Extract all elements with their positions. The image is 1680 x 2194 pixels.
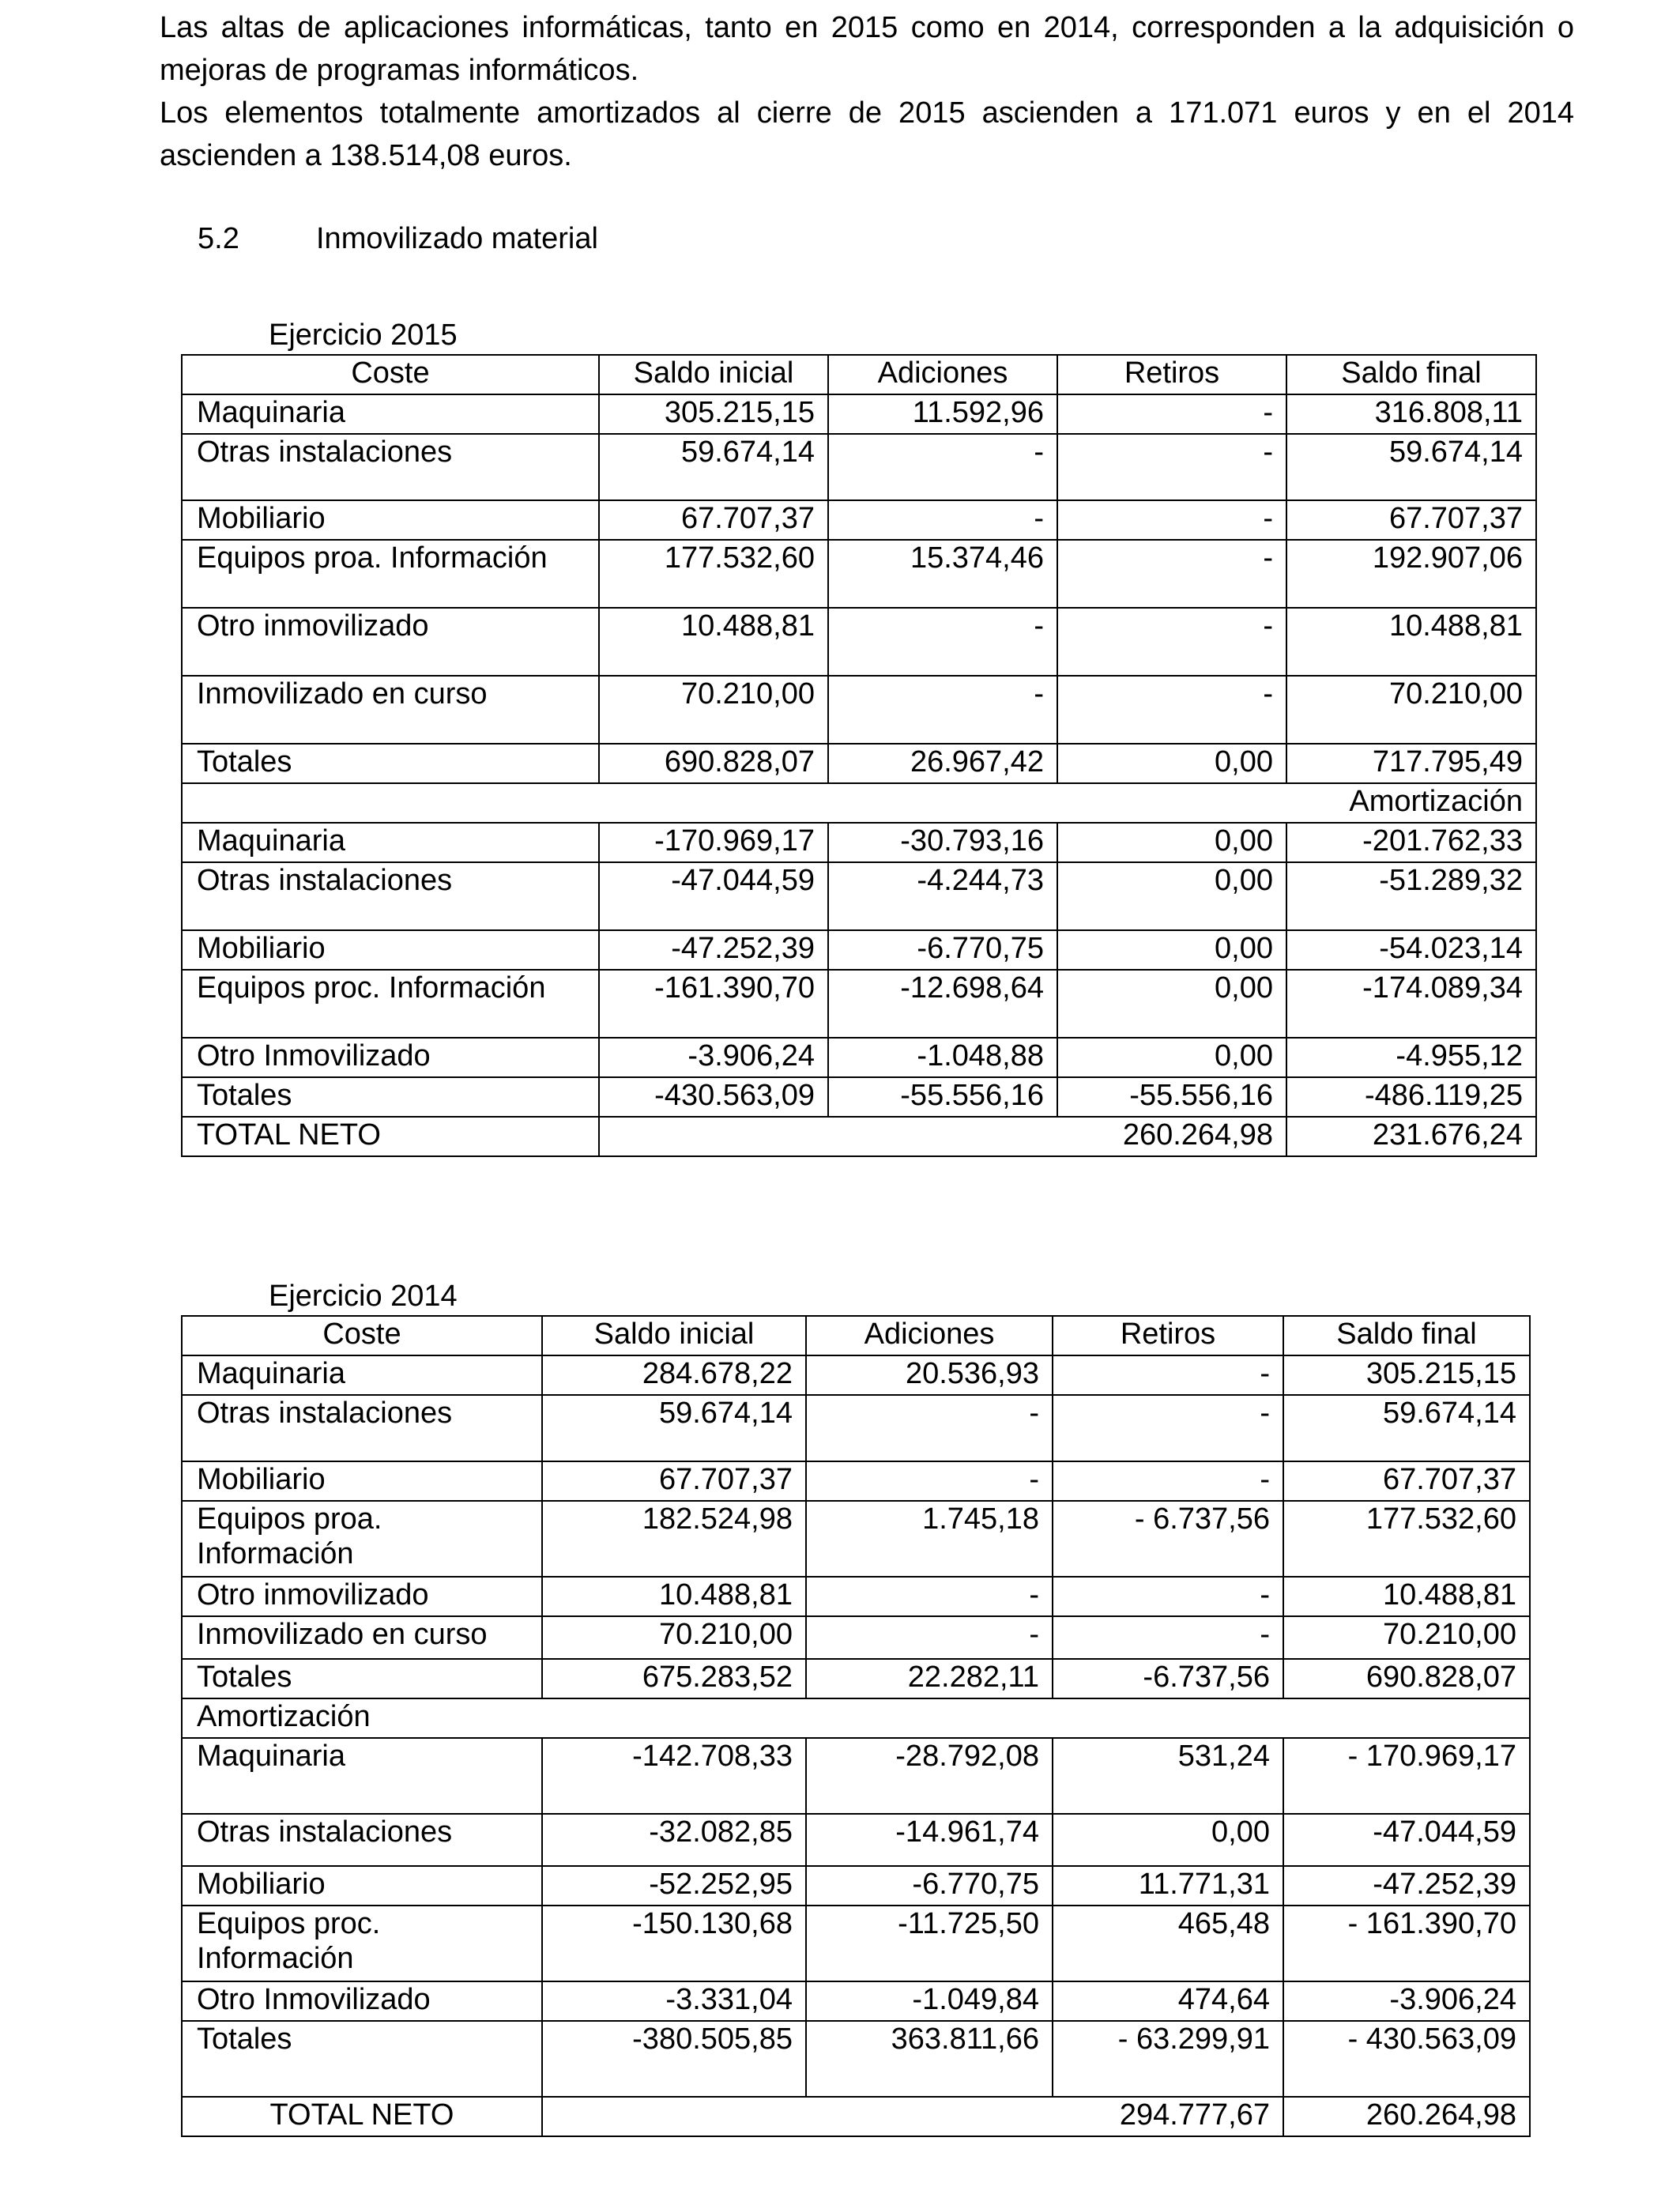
header-cell: Saldo inicial <box>599 355 828 394</box>
value-cell: -1.048,88 <box>828 1038 1057 1077</box>
value-cell: -430.563,09 <box>599 1077 828 1117</box>
table-row <box>182 1814 1530 1866</box>
row-label: Totales <box>182 2021 542 2097</box>
row-label: Otro inmovilizado <box>182 608 599 676</box>
value-cell: -6.737,56 <box>1053 1659 1283 1698</box>
row-label: Maquinaria <box>182 1738 542 1814</box>
row-label: Inmovilizado en curso <box>182 1616 542 1659</box>
table-row <box>182 1906 1530 1981</box>
amortization-label-row <box>182 1698 1530 1738</box>
value-cell: - <box>1053 1355 1283 1395</box>
value-cell: 531,24 <box>1053 1738 1283 1814</box>
value-cell: -55.556,16 <box>1057 1077 1286 1117</box>
row-label: Equipos proa. Información <box>182 1501 542 1577</box>
value-cell: - <box>1053 1616 1283 1659</box>
value-cell: - <box>806 1577 1053 1616</box>
value-cell: 70.210,00 <box>542 1616 806 1659</box>
row-label: Mobiliario <box>182 500 599 540</box>
value-cell: -11.725,50 <box>806 1906 1053 1981</box>
value-cell: - <box>1057 676 1286 744</box>
section-heading <box>198 219 598 258</box>
value-cell: 59.674,14 <box>542 1395 806 1461</box>
value-cell: -28.792,08 <box>806 1738 1053 1814</box>
value-cell: - <box>806 1395 1053 1461</box>
table-header-row <box>182 1316 1530 1355</box>
value-cell: - <box>828 434 1057 500</box>
value-cell: - <box>1057 394 1286 434</box>
table-row <box>182 434 1536 500</box>
value-cell: 260.264,98 <box>599 1117 1286 1156</box>
value-cell: 10.488,81 <box>542 1577 806 1616</box>
value-cell: 177.532,60 <box>599 540 828 608</box>
value-cell: 26.967,42 <box>828 744 1057 783</box>
value-cell: 10.488,81 <box>1283 1577 1530 1616</box>
value-cell: -6.770,75 <box>806 1866 1053 1906</box>
header-cell: Saldo inicial <box>542 1316 806 1355</box>
row-label: Maquinaria <box>182 823 599 862</box>
value-cell: - <box>828 500 1057 540</box>
row-label: Mobiliario <box>182 1461 542 1501</box>
value-cell: 0,00 <box>1057 862 1286 930</box>
value-cell: - 63.299,91 <box>1053 2021 1283 2097</box>
table-row <box>182 930 1536 970</box>
value-cell: 22.282,11 <box>806 1659 1053 1698</box>
value-cell: - 161.390,70 <box>1283 1906 1530 1981</box>
total-neto-row <box>182 2097 1530 2136</box>
header-cell: Coste <box>182 355 599 394</box>
table-row <box>182 1461 1530 1501</box>
value-cell: 0,00 <box>1057 823 1286 862</box>
row-label: Mobiliario <box>182 1866 542 1906</box>
value-cell: 284.678,22 <box>542 1355 806 1395</box>
row-label: Maquinaria <box>182 394 599 434</box>
intro-paragraph-1: Las altas de aplicaciones informáticas, tanto en 2015 como en 2014, corresponden a la adquisición o mejoras de programas informáticos. <box>160 11 1574 87</box>
header-cell: Saldo final <box>1286 355 1536 394</box>
value-cell: -52.252,95 <box>542 1866 806 1906</box>
row-label: Totales <box>182 1659 542 1698</box>
amortization-label: Amortización <box>182 1698 1530 1738</box>
intro-paragraph-2: Los elementos totalmente amortizados al cierre de 2015 ascienden a 171.071 euros y en el 2014 ascienden a 138.514,08 euros. <box>160 96 1574 172</box>
value-cell: 305.215,15 <box>1283 1355 1530 1395</box>
section-title: Inmovilizado material <box>316 222 598 255</box>
table-row <box>182 862 1536 930</box>
value-cell: 0,00 <box>1057 970 1286 1038</box>
value-cell: 305.215,15 <box>599 394 828 434</box>
value-cell: - <box>1053 1395 1283 1461</box>
value-cell: 690.828,07 <box>1283 1659 1530 1698</box>
value-cell: -51.289,32 <box>1286 862 1536 930</box>
value-cell: -4.244,73 <box>828 862 1057 930</box>
row-label: Mobiliario <box>182 930 599 970</box>
value-cell: - <box>806 1616 1053 1659</box>
value-cell: -142.708,33 <box>542 1738 806 1814</box>
totals-row <box>182 744 1536 783</box>
row-label: Otras instalaciones <box>182 1814 542 1866</box>
table-row <box>182 1395 1530 1461</box>
value-cell: 690.828,07 <box>599 744 828 783</box>
value-cell: -14.961,74 <box>806 1814 1053 1866</box>
value-cell: -54.023,14 <box>1286 930 1536 970</box>
value-cell: 260.264,98 <box>1283 2097 1530 2136</box>
value-cell: 192.907,06 <box>1286 540 1536 608</box>
value-cell: -47.252,39 <box>599 930 828 970</box>
table-row <box>182 1355 1530 1395</box>
table-row <box>182 608 1536 676</box>
row-label: Totales <box>182 744 599 783</box>
amortization-label-row <box>182 783 1536 823</box>
value-cell: 177.532,60 <box>1283 1501 1530 1577</box>
value-cell: - 170.969,17 <box>1283 1738 1530 1814</box>
header-cell: Adiciones <box>806 1316 1053 1355</box>
value-cell: 70.210,00 <box>599 676 828 744</box>
value-cell: 0,00 <box>1057 1038 1286 1077</box>
value-cell: 59.674,14 <box>1283 1395 1530 1461</box>
amortization-label: Amortización <box>182 783 1536 823</box>
row-label: Equipos proc. Información <box>182 970 599 1038</box>
value-cell: -486.119,25 <box>1286 1077 1536 1117</box>
totals-row <box>182 1659 1530 1698</box>
table-row <box>182 540 1536 608</box>
value-cell: -3.331,04 <box>542 1981 806 2021</box>
totals-row <box>182 2021 1530 2097</box>
value-cell: 474,64 <box>1053 1981 1283 2021</box>
header-cell: Retiros <box>1053 1316 1283 1355</box>
value-cell: 70.210,00 <box>1286 676 1536 744</box>
value-cell: -6.770,75 <box>828 930 1057 970</box>
value-cell: -47.044,59 <box>599 862 828 930</box>
table-2014-caption: Ejercicio 2014 <box>269 1280 458 1313</box>
value-cell: -55.556,16 <box>828 1077 1057 1117</box>
table-row <box>182 1038 1536 1077</box>
value-cell: 67.707,37 <box>599 500 828 540</box>
value-cell: 10.488,81 <box>599 608 828 676</box>
header-cell: Adiciones <box>828 355 1057 394</box>
value-cell: -201.762,33 <box>1286 823 1536 862</box>
row-label: TOTAL NETO <box>182 2097 542 2136</box>
value-cell: -1.049,84 <box>806 1981 1053 2021</box>
row-label: TOTAL NETO <box>182 1117 599 1156</box>
value-cell: -170.969,17 <box>599 823 828 862</box>
value-cell: - <box>1057 434 1286 500</box>
value-cell: -380.505,85 <box>542 2021 806 2097</box>
value-cell: 59.674,14 <box>599 434 828 500</box>
value-cell: - <box>1053 1461 1283 1501</box>
value-cell: 294.777,67 <box>542 2097 1283 2136</box>
row-label: Otras instalaciones <box>182 862 599 930</box>
value-cell: -161.390,70 <box>599 970 828 1038</box>
value-cell: -47.252,39 <box>1283 1866 1530 1906</box>
section-number: 5.2 <box>198 222 239 255</box>
table-row <box>182 1616 1530 1659</box>
table-row <box>182 394 1536 434</box>
value-cell: -4.955,12 <box>1286 1038 1536 1077</box>
value-cell: 15.374,46 <box>828 540 1057 608</box>
row-label: Otro Inmovilizado <box>182 1038 599 1077</box>
row-label: Inmovilizado en curso <box>182 676 599 744</box>
value-cell: -3.906,24 <box>1283 1981 1530 2021</box>
value-cell: 67.707,37 <box>542 1461 806 1501</box>
row-label: Equipos proa. Información <box>182 540 599 608</box>
row-label: Otro Inmovilizado <box>182 1981 542 2021</box>
row-label: Maquinaria <box>182 1355 542 1395</box>
table-2015-caption: Ejercicio 2015 <box>269 319 458 352</box>
value-cell: 67.707,37 <box>1286 500 1536 540</box>
value-cell: - <box>828 608 1057 676</box>
value-cell: 59.674,14 <box>1286 434 1536 500</box>
table-row <box>182 1866 1530 1906</box>
header-cell: Coste <box>182 1316 542 1355</box>
value-cell: -174.089,34 <box>1286 970 1536 1038</box>
value-cell: 316.808,11 <box>1286 394 1536 434</box>
value-cell: 363.811,66 <box>806 2021 1053 2097</box>
value-cell: 67.707,37 <box>1283 1461 1530 1501</box>
table-row <box>182 1981 1530 2021</box>
value-cell: 11.771,31 <box>1053 1866 1283 1906</box>
table-row <box>182 1738 1530 1814</box>
totals-row <box>182 1077 1536 1117</box>
value-cell: - <box>806 1461 1053 1501</box>
value-cell: 231.676,24 <box>1286 1117 1536 1156</box>
value-cell: 675.283,52 <box>542 1659 806 1698</box>
value-cell: 717.795,49 <box>1286 744 1536 783</box>
value-cell: 70.210,00 <box>1283 1616 1530 1659</box>
table-row <box>182 970 1536 1038</box>
value-cell: -32.082,85 <box>542 1814 806 1866</box>
value-cell: -3.906,24 <box>599 1038 828 1077</box>
row-label: Otras instalaciones <box>182 434 599 500</box>
value-cell: - <box>1057 500 1286 540</box>
value-cell: - 430.563,09 <box>1283 2021 1530 2097</box>
value-cell: 465,48 <box>1053 1906 1283 1981</box>
header-cell: Saldo final <box>1283 1316 1530 1355</box>
value-cell: - 6.737,56 <box>1053 1501 1283 1577</box>
table-2015 <box>181 354 1537 1157</box>
value-cell: 182.524,98 <box>542 1501 806 1577</box>
value-cell: - <box>1057 540 1286 608</box>
table-row <box>182 676 1536 744</box>
total-neto-row <box>182 1117 1536 1156</box>
row-label: Otro inmovilizado <box>182 1577 542 1616</box>
value-cell: 0,00 <box>1057 744 1286 783</box>
value-cell: 10.488,81 <box>1286 608 1536 676</box>
value-cell: -47.044,59 <box>1283 1814 1530 1866</box>
row-label: Otras instalaciones <box>182 1395 542 1461</box>
row-label: Equipos proc. Información <box>182 1906 542 1981</box>
value-cell: -12.698,64 <box>828 970 1057 1038</box>
value-cell: - <box>1057 608 1286 676</box>
table-header-row <box>182 355 1536 394</box>
table-row <box>182 1577 1530 1616</box>
value-cell: -30.793,16 <box>828 823 1057 862</box>
value-cell: 0,00 <box>1053 1814 1283 1866</box>
value-cell: -150.130,68 <box>542 1906 806 1981</box>
value-cell: 0,00 <box>1057 930 1286 970</box>
table-row <box>182 1501 1530 1577</box>
row-label: Totales <box>182 1077 599 1117</box>
value-cell: - <box>1053 1577 1283 1616</box>
table-row <box>182 823 1536 862</box>
table-2014 <box>181 1315 1531 2137</box>
value-cell: - <box>828 676 1057 744</box>
value-cell: 20.536,93 <box>806 1355 1053 1395</box>
table-row <box>182 500 1536 540</box>
value-cell: 11.592,96 <box>828 394 1057 434</box>
header-cell: Retiros <box>1057 355 1286 394</box>
value-cell: 1.745,18 <box>806 1501 1053 1577</box>
